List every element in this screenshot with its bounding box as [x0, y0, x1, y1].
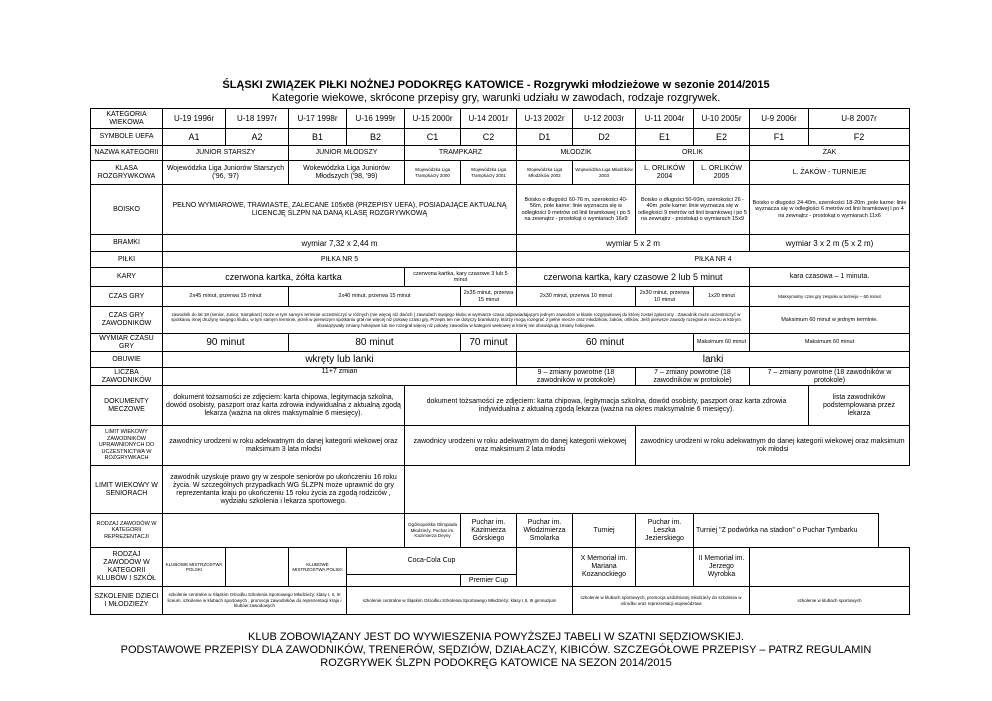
row-szkolenie [91, 587, 910, 615]
cell: PIŁKA NR 5 [163, 252, 517, 268]
cell: Maksymalny czas gry zespołu w turnieju – 60 minut [750, 287, 910, 307]
cell [163, 514, 405, 548]
cell: szkolenie centralne w Śląskim Ośrodku Szkolenia Sportowego Młodzieży: klasy I, II, III liceum. szkolenie w klubach sportowych , promocja zawodników do reprezentacji kraju i klubów zawodowych [163, 587, 347, 615]
cell: U-12 2003r [573, 109, 636, 129]
cell: 2x40 minut, przerwa 15 minut [289, 287, 461, 307]
cell: 7 – zmiany powrotne (18 zawodników w protokole) [750, 368, 910, 386]
cell: Maksimum 60 minut [694, 334, 750, 352]
footer-line: KLUB ZOBOWIĄZANY JEST DO WYWIESZENIA POWYŻSZEJ TABELI W SZATNI SĘDZIOWSKIEJ. [248, 631, 744, 643]
cell: 2x30 minut, przerwa 10 minut [517, 287, 636, 307]
row-limit-seniorach [91, 466, 910, 514]
cell: U-17 1998r [289, 109, 347, 129]
cell: Puchar im. Włodzimierza Smolarka [517, 514, 573, 548]
cell: czerwona kartka, kary czasowe 2 lub 5 minut [517, 268, 750, 287]
cell: U-15 2000r [405, 109, 461, 129]
cell: wymiar 7,32 x 2,44 m [163, 235, 517, 252]
cell: U-19 1996r [163, 109, 226, 129]
row-wymiar-czasu [91, 334, 910, 352]
cell: Maksimum 60 minut w jednym terminie. [750, 307, 910, 334]
cell: U-14 2001r [461, 109, 517, 129]
cell: Wojewódzka Liga Młodzików 2002 [517, 161, 573, 185]
cell [226, 548, 289, 587]
row-label: KATEGORIA WIEKOWA [91, 109, 163, 129]
document-subtitle: Kategorie wiekowe, skrócone przepisy gry, warunki udziału w zawodach, rodzaje rozgrywek. [271, 92, 721, 104]
cell: 90 minut [163, 334, 289, 352]
cell: Ogólnopolska Olimpiada Młodzieży, Puchar im. Kazimierza Deyny [405, 514, 461, 548]
cell: dokument tożsamości ze zdjęciem: karta chipowa, legitymacja szkolna, dowód osobisty, paszport oraz karta zdrowia indywidualna z aktualną zgodą lekarza (ważna na okres maksymalnie 6 miesięcy). [405, 386, 809, 426]
row-label: DOKUMENTY MECZOWE [91, 386, 163, 426]
cell: 11+7 zmian [163, 368, 517, 386]
cell: KLUBOWE MISTRZOSTWA POLSKI [163, 548, 226, 587]
cell: MŁODZIK [517, 146, 636, 161]
cell: lanki [517, 352, 910, 368]
cell: Turniej "Z podwórka na stadion" o Puchar Tymbarku [694, 514, 879, 548]
cell: zawodnicy urodzeni w roku adekwatnym do danej kategorii wiekowej oraz maksimum 2 lata młodsi [405, 426, 636, 466]
cell: Wokewódzka Liga Juniorów Młodszych ('98, '99) [289, 161, 405, 185]
cell: 2x45 minut, przerwa 15 minut [163, 287, 289, 307]
cell: PIŁKA NR 4 [517, 252, 910, 268]
row-label: BOISKO [91, 185, 163, 235]
row-label: CZAS GRY [91, 287, 163, 307]
cell: 1x20 minut [694, 287, 750, 307]
row-nazwa [91, 146, 910, 161]
cell: ŻAK [750, 146, 910, 161]
cell: Maksimum 60 minut [750, 334, 910, 352]
footer-line: ROZGRYWEK ŚLZPN PODOKRĘG KATOWICE NA SEZON 2014/2015 [320, 657, 672, 669]
cell: 80 minut [289, 334, 461, 352]
row-label: LIMIT WIEKOWY ZAWODNIKÓW UPRAWNIONYCH DO UCZESTNICTWA W ROZGRYWKACH [91, 426, 163, 466]
row-klasa [91, 161, 910, 185]
cell: szkolenie centralne w Śląskim Ośrodku Szkolenia Sportowego Młodzieży: klasy I,II, III gimnazjum [347, 587, 573, 615]
cell: Boisko o długości 60-76 m, szerokości 40-56m, pole karne: linie wyznacza się w odległości 9 metrów od linii bramkowej i po 5 na zewnątrz - prostokąt o wymiarach 16x9 [517, 185, 636, 235]
cell: 70 minut [461, 334, 517, 352]
cell: JUNIOR STARSZY [163, 146, 289, 161]
row-label: KLASA ROZGRYWKOWA [91, 161, 163, 185]
cell: 2x35 minut, przerwa 15 minut [461, 287, 517, 307]
rules-table [90, 108, 910, 615]
cell: F1 [750, 129, 809, 146]
cell: D2 [573, 129, 636, 146]
row-label: NAZWA KATEGORII [91, 146, 163, 161]
cell: B2 [347, 129, 405, 146]
cell: F2 [809, 129, 910, 146]
row-label: SYMBOLE UEFA [91, 129, 163, 146]
cell: ORLIK [636, 146, 750, 161]
row-label: OBUWIE [91, 352, 163, 368]
cell: PEŁNO WYMIAROWE, TRAWIASTE, ZALECANE 105x68 (PRZEPISY UEFA), POSIADAJĄCE AKTUALNĄ LICENCJĘ ŚLZPN NA DANĄ KLASĘ ROZGRYWKOWĄ [163, 185, 517, 235]
row-symbole [91, 129, 910, 146]
cell: kara czasowa – 1 minuta. [750, 268, 910, 287]
cell: L. ORLIKÓW 2005 [694, 161, 750, 185]
cell: U-13 2002r [517, 109, 573, 129]
cell: Wojewódzka Liga Trampkarzy 2001 [461, 161, 517, 185]
cell: zawodnik uzyskuje prawo gry w zespole seniorów po ukończeniu 16 roku życia. W szczególnych przypadkach WG ŚLZPN może uprawnić do gry reprezentanta kraju po ukończeniu 15 roku życia za zgodą rodziców , wydziału szkolenia i lekarza sportowego. [163, 466, 405, 514]
cell: L. ORLIKÓW 2004 [636, 161, 694, 185]
cell: Wojewódzka Liga Trampkarzy 2000 [405, 161, 461, 185]
row-kategoria [91, 109, 910, 129]
cell: Boisko o długości 24-40m, szerokości 18-20m ,pole karne: linie wyznacza się w odległości 6 metrów od linii bramkowej i po 4 na zewnątrz - prostokąt o wymiarach 11x6 [750, 185, 910, 235]
cell: szkolenie w klubach sportowych [750, 587, 910, 615]
cell: KLUBOWE MISTRZOSTWA POLSKI [289, 548, 347, 587]
cell: zawodnik do lat 18 (senior, Junior, trampkarz) może w tym samym terminie uczestniczyć w różnych (nie więcej niż dwóch ) zawodach swojego klubu w wymiarze czasu odpowiadającym jednym zawodom w klasie rozgrywkowej do której został zgłoszony . Zawodnik może uczestniczyć w spotkaniu innej drużyny swojego klubu, w tym samym terminie, jeżeli w pierwszym spotkaniu grał nie więcej niż połowę czasu gry. Przepis ten nie dotyczy bramkarzy, którzy mogą rozegrać 2 pełne mecze oraz młodzików, żaków, orlików. Jeśli pierwsze zawody rozegrał w meczu w którym obowiązywały zmiany hokejowe lub nie rozegrał więcej niż połowy zawodów w kategorii wiekowej w której nie obowiązują zmiany hokejowe. [163, 307, 750, 334]
row-liczba [91, 368, 910, 386]
cell: E1 [636, 129, 694, 146]
cell: A1 [163, 129, 226, 146]
cell: Boisko o długości 50-60m, szerokości 26 - 40m ,pole karne: linie wyznacza się w odległości 9 metrów od linii bramkowej i po 5 na zewnątrz - prostokąt o wymiarach 15x9 [636, 185, 750, 235]
cell: U-8 2007r [809, 109, 910, 129]
row-label: RODZAJ ZAWODÓW W KATEGORII KLUBÓW I SZKÓŁ [91, 548, 163, 587]
cell: Wojewódzka Liga Młodzików 2003 [573, 161, 636, 185]
row-limit-kategorii [91, 426, 910, 466]
cell: 2x30 minut, przerwa 10 minut [636, 287, 694, 307]
cell [405, 466, 910, 514]
cell: TRAMPKARZ [405, 146, 517, 161]
cell [347, 575, 461, 587]
row-label: PIŁKI [91, 252, 163, 268]
row-obuwie [91, 352, 910, 368]
cell: U-18 1997r [226, 109, 289, 129]
cell: C1 [405, 129, 461, 146]
cell [517, 548, 573, 587]
cell: zawodnicy urodzeni w roku adekwatnym do danej kategorii wiekowej oraz maksimum rok młodsi [636, 426, 910, 466]
row-label: LICZBA ZAWODNIKÓW [91, 368, 163, 386]
cell: X Memoriał im. Mariana Kozanockiego [573, 548, 636, 587]
cell: wkręty lub lanki [163, 352, 517, 368]
row-label: CZAS GRY ZAWODNIKÓW [91, 307, 163, 334]
cell: Turniej [573, 514, 636, 548]
cell: U-9 2006r [750, 109, 809, 129]
footer-line: PODSTAWOWE PRZEPISY DLA ZAWODNIKÓW, TRENERÓW, SĘDZIÓW, DZIAŁACZY, KIBICÓW. SZCZEGÓŁOWE PRZEPISY – PATRZ REGULAMIN [120, 644, 872, 656]
cell: II Memoriał im. Jerzego Wyrobka [694, 548, 750, 587]
row-boisko [91, 185, 910, 235]
row-czas-gry [91, 287, 910, 307]
footer-notice [0, 631, 992, 670]
cell: E2 [694, 129, 750, 146]
cell: 60 minut [517, 334, 694, 352]
cell: szkolenie w klubach sportowych, promocja uzdolnionej młodzieży do szkolenia w ośrodku oraz reprezentacji województwa [573, 587, 750, 615]
row-pilki [91, 252, 910, 268]
row-label: SZKOLENIE DZIECI I MŁODZIEŻY [91, 587, 163, 615]
row-label: KARY [91, 268, 163, 287]
row-czas-gry-zawodnikow [91, 307, 910, 334]
cell: U-16 1999r [347, 109, 405, 129]
cell [636, 548, 694, 587]
cell: wymiar 3 x 2 m (5 x 2 m) [750, 235, 910, 252]
cell: B1 [289, 129, 347, 146]
cell: czerwona kartka, kary czasowe 3 lub 5 minut [405, 268, 517, 287]
cell: L. ŻAKÓW - TURNIEJE [750, 161, 910, 185]
cell: wymiar 5 x 2 m [517, 235, 750, 252]
cell: D1 [517, 129, 573, 146]
row-dokumenty [91, 386, 910, 426]
row-label: RODZAJ ZAWODÓW W KATEGORII REPREZENTACJI [91, 514, 163, 548]
cell: U-10 2005r [694, 109, 750, 129]
cell: Coca-Cola Cup [347, 548, 517, 575]
row-label: WYMIAR CZASU GRY [91, 334, 163, 352]
cell: C2 [461, 129, 517, 146]
row-label: BRAMKI [91, 235, 163, 252]
row-kary [91, 268, 910, 287]
row-rodzaj-klubow [91, 548, 910, 575]
cell [750, 548, 910, 587]
cell: 9 – zmiany powrotne (18 zawodników w protokole) [517, 368, 636, 386]
cell: Puchar im. Kazimierza Górskiego [461, 514, 517, 548]
document-title: ŚLĄSKI ZWIĄZEK PIŁKI NOŻNEJ PODOKRĘG KATOWICE - Rozgrywki młodzieżowe w sezonie 2014/2015 [222, 79, 770, 91]
cell: lista zawodników podstemplowana przez lekarza [809, 386, 910, 426]
row-label: LIMIT WIEKOWY W SENIORACH [91, 466, 163, 514]
cell: Premier Cup [461, 575, 517, 587]
cell: U-11 2004r [636, 109, 694, 129]
cell: dokument tożsamości ze zdjęciem: karta chipowa, legitymacja szkolna, dowód osobisty, paszport oraz karta zdrowia indywidualna z aktualną zgodą lekarza (ważna na okres maksymalnie 6 miesięcy). [163, 386, 405, 426]
row-bramki [91, 235, 910, 252]
cell: Wojewódzka Liga Juniorów Starszych ('96, '97) [163, 161, 289, 185]
cell: Puchar im. Leszka Jezierskiego [636, 514, 694, 548]
cell: zawodnicy urodzeni w roku adekwatnym do danej kategorii wiekowej oraz maksimum 3 lata młodsi [163, 426, 405, 466]
row-rodzaj-reprezentacji [91, 514, 910, 548]
cell: 7 – zmiany powrotne (18 zawodników w protokole) [636, 368, 750, 386]
cell: A2 [226, 129, 289, 146]
cell: czerwona kartka, żółta kartka [163, 268, 405, 287]
cell: JUNIOR MŁODSZY [289, 146, 405, 161]
